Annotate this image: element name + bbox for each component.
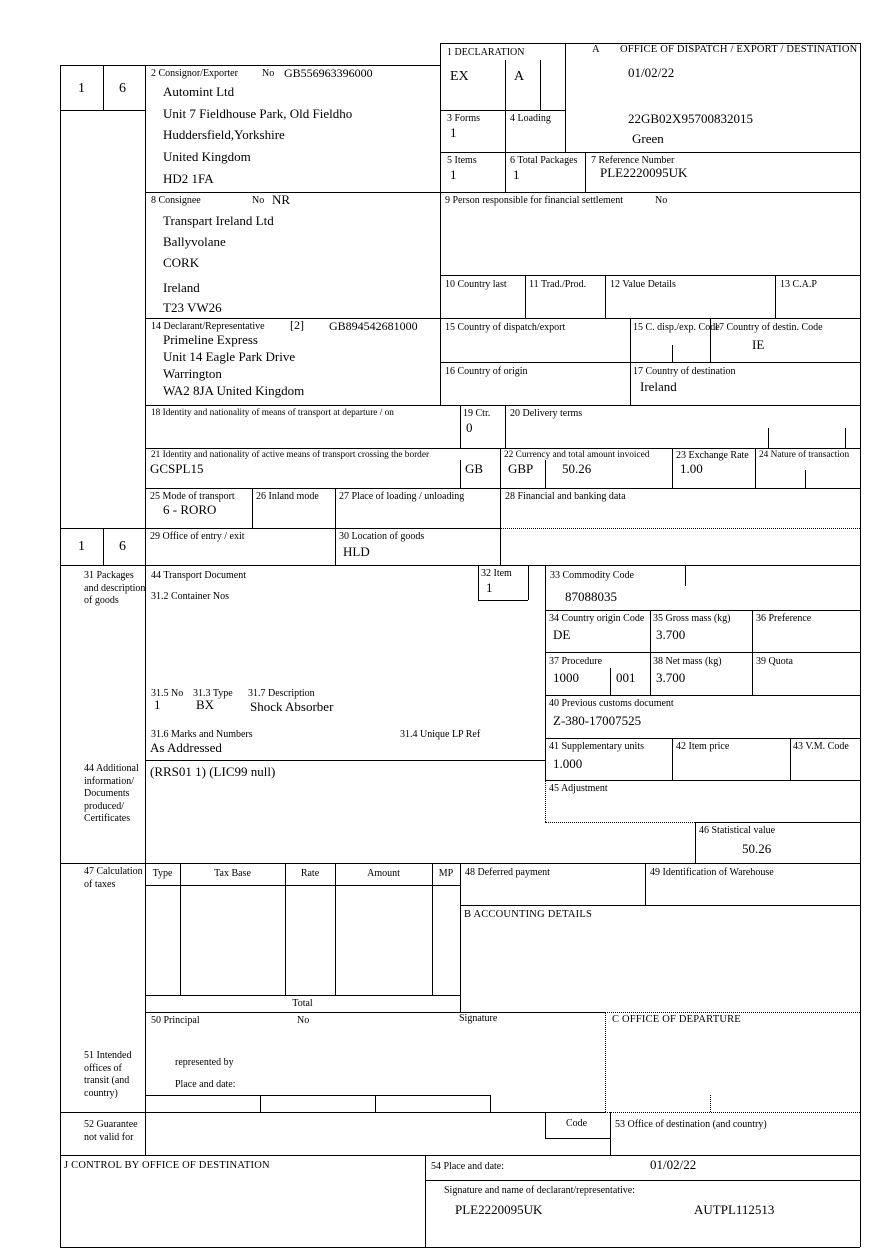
consignor-address-1: Unit 7 Fieldhouse Park, Old Fieldho [163, 106, 353, 121]
box6-label: 6 Total Packages [510, 155, 578, 166]
box52-code-label: Code [566, 1118, 588, 1129]
grid-line [768, 428, 769, 448]
box5-value: 1 [450, 167, 457, 182]
box30-label: 30 Location of goods [339, 531, 425, 542]
grid-line [790, 738, 791, 780]
box20-label: 20 Delivery terms [510, 408, 583, 419]
box6-value: 1 [513, 167, 520, 182]
box33-commodity-code: 87088035 [565, 589, 617, 604]
grid-line [610, 1112, 611, 1155]
grid-line [805, 470, 806, 488]
box36-label: 36 Preference [756, 613, 812, 624]
box15-label: 15 Country of dispatch/export [445, 322, 566, 333]
grid-line-dotted [500, 528, 860, 529]
box37-procedure-code: 1000 [553, 670, 579, 685]
box41-supplementary-units: 1.000 [553, 756, 583, 771]
box23-value: 1.00 [680, 461, 703, 476]
grid-line [585, 152, 586, 192]
grid-line [695, 822, 696, 863]
box9-label: 9 Person responsible for financial settlement [445, 195, 624, 206]
declarant-postcode-country: WA2 8JA United Kingdom [163, 383, 305, 398]
grid-line [145, 448, 860, 449]
grid-line [440, 362, 860, 363]
box17a-label: 17 Country of destin. Code [714, 322, 823, 333]
box38-value: 3.700 [656, 670, 686, 685]
box32-item-number: 1 [486, 580, 493, 595]
box32-label: 32 Item [481, 568, 512, 579]
box50-place-date: Place and date: [175, 1079, 236, 1090]
box21-nationality: GB [465, 461, 484, 476]
grid-line [685, 565, 686, 586]
box54-reference: PLE2220095UK [455, 1202, 543, 1217]
grid-line [490, 1095, 491, 1112]
grid-line [440, 275, 860, 276]
grid-line [145, 405, 860, 406]
box31-2-label: 31.2 Container Nos [151, 591, 230, 602]
box39-label: 39 Quota [756, 656, 793, 667]
grid-line [545, 738, 860, 739]
consignee-country: Ireland [163, 280, 200, 295]
box3-value: 1 [450, 125, 457, 140]
grid-line [545, 1138, 610, 1139]
grid-line [60, 1112, 605, 1113]
consignor-address-2: Huddersfield,Yorkshire [163, 127, 285, 142]
box14-label: 14 Declarant/Representative [151, 321, 265, 332]
grid-line [103, 528, 104, 565]
box1-declaration-type: A [514, 69, 525, 84]
grid-line [145, 995, 460, 996]
grid-line [528, 565, 529, 600]
grid-line [60, 565, 860, 566]
grid-line [672, 738, 673, 780]
box41-label: 41 Supplementary units [549, 741, 644, 752]
box9-no-label: No [655, 195, 668, 206]
grid-line [545, 695, 860, 696]
grid-line-dotted [605, 1012, 606, 1112]
box30-value: HLD [343, 544, 370, 559]
tax-total-label: Total [292, 998, 313, 1009]
box33-label: 33 Commodity Code [550, 570, 634, 581]
copy-number-left: 1 [78, 81, 85, 96]
grid-line [60, 110, 145, 111]
box13-label: 13 C.A.P [780, 279, 817, 290]
box8-no-label: No [252, 195, 265, 206]
box16-label: 16 Country of origin [445, 366, 528, 377]
grid-line [260, 1095, 261, 1112]
box54-date: 01/02/22 [650, 1157, 697, 1172]
grid-line [145, 318, 860, 319]
tax-col-mp: MP [438, 868, 454, 879]
grid-line [545, 1112, 546, 1138]
box-c-label: C OFFICE OF DEPARTURE [612, 1014, 741, 1025]
box8-no-value: NR [272, 192, 291, 207]
box35-value: 3.700 [656, 627, 686, 642]
box7-label: 7 Reference Number [591, 155, 675, 166]
grid-line [145, 760, 545, 761]
grid-line [650, 610, 651, 695]
grid-line [60, 65, 440, 66]
box46-label: 46 Statistical value [699, 825, 776, 836]
box14-eori: GB894542681000 [329, 319, 418, 333]
grid-line-dotted [710, 1095, 711, 1112]
box15a-label: 15 C. disp./exp. Code [633, 322, 720, 333]
grid-line [335, 863, 336, 995]
box37-label: 37 Procedure [549, 656, 603, 667]
box4-label: 4 Loading [510, 113, 551, 124]
box2-eori: GB556963396000 [284, 66, 373, 80]
box31-6-label: 31.6 Marks and Numbers [151, 729, 253, 740]
grid-line [545, 565, 546, 780]
box31-7-label: 31.7 Description [248, 688, 315, 699]
grid-line [145, 192, 860, 193]
grid-line [425, 1180, 860, 1181]
consignee-postcode: T23 VW26 [163, 300, 222, 315]
grid-line [610, 668, 611, 695]
box31-label: 31 Packages and description of goods [84, 570, 146, 606]
grid-line [252, 488, 253, 528]
grid-line [460, 460, 461, 488]
box-a-mrn: 22GB02X95700832015 [628, 111, 753, 126]
box1-declaration-regime: EX [450, 69, 469, 84]
grid-line [645, 863, 646, 905]
grid-line [505, 60, 506, 192]
box42-label: 42 Item price [676, 741, 730, 752]
box-a-letter: A [592, 44, 600, 55]
grid-line [145, 1095, 490, 1096]
grid-line [605, 275, 606, 318]
box29-label: 29 Office of entry / exit [150, 531, 245, 542]
box47-label: 47 Calculation of taxes [84, 866, 143, 890]
grid-line [505, 405, 506, 448]
box10-label: 10 Country last [445, 279, 507, 290]
consignee-address-1: Ballyvolane [163, 234, 226, 249]
box31-5-packages-count: 1 [154, 697, 161, 712]
grid-line [103, 65, 104, 110]
box44-additional-info: (RRS01 1) (LIC99 null) [150, 764, 276, 779]
box17-value: Ireland [640, 379, 677, 394]
grid-line [845, 428, 846, 448]
box27-label: 27 Place of loading / unloading [339, 491, 465, 502]
grid-line [60, 528, 500, 529]
grid-line [375, 1095, 376, 1112]
box22-currency: GBP [508, 461, 534, 476]
consignor-name: Automint Ltd [163, 84, 235, 99]
consignor-postcode: HD2 1FA [163, 171, 214, 186]
tax-col-type: Type [152, 868, 173, 879]
grid-line [500, 448, 501, 565]
grid-line [440, 152, 860, 153]
box44-label: 44 Additional information/ Documents produced/ Certificates [84, 763, 139, 824]
grid-line [335, 488, 336, 565]
grid-line [860, 43, 861, 1247]
box25-value: 6 - RORO [163, 502, 217, 517]
grid-line [145, 885, 460, 886]
box21-label: 21 Identity and nationality of active means of transport crossing the border [151, 450, 430, 460]
box31-3-package-type: BX [196, 697, 215, 712]
box50-signature-label: Signature [459, 1013, 498, 1024]
box11-label: 11 Trad./Prod. [529, 279, 587, 290]
tax-col-rate: Rate [300, 868, 320, 879]
grid-line [672, 345, 673, 362]
consignee-name: Transpart Ireland Ltd [163, 213, 274, 228]
box17a-value: IE [752, 337, 765, 352]
grid-line [630, 318, 631, 405]
consignee-city: CORK [163, 255, 200, 270]
box23-label: 23 Exchange Rate [676, 450, 749, 461]
box24-label: 24 Nature of transaction [759, 450, 850, 460]
box31-7-goods-description: Shock Absorber [250, 699, 334, 714]
grid-line [60, 65, 61, 1247]
grid-line [478, 600, 528, 601]
box18-label: 18 Identity and nationality of means of transport at departure / on [151, 408, 394, 418]
box44t-label: 44 Transport Document [151, 570, 246, 581]
grid-line [440, 110, 565, 111]
box43-label: 43 V.M. Code [793, 741, 849, 752]
grid-line [145, 1012, 605, 1013]
box19-value: 0 [466, 420, 473, 435]
box31-5-label: 31.5 No [151, 688, 184, 699]
box35-label: 35 Gross mass (kg) [653, 613, 731, 624]
grid-line [285, 863, 286, 995]
box-j-label: J CONTROL BY OFFICE OF DESTINATION [64, 1160, 270, 1171]
grid-line [440, 43, 441, 405]
grid-line [525, 275, 526, 318]
box7-reference-number: PLE2220095UK [600, 165, 688, 180]
grid-line-dotted [605, 1112, 860, 1113]
tax-col-amount: Amount [367, 868, 400, 879]
box54-label: 54 Place and date: [431, 1161, 505, 1172]
grid-line [695, 822, 860, 823]
box52-label: 52 Guarantee not valid for [84, 1119, 138, 1143]
grid-line-dotted [545, 780, 546, 822]
box22-label: 22 Currency and total amount invoiced [504, 450, 650, 460]
box37-procedure-code-2: 001 [616, 670, 636, 685]
box51-label: 51 Intended offices of transit (and country) [84, 1050, 132, 1099]
declarant-address-1: Unit 14 Eagle Park Drive [163, 349, 296, 364]
grid-line [432, 863, 433, 995]
box34-value: DE [553, 627, 571, 642]
box21-transport-id: GCSPL15 [150, 461, 204, 476]
box31-6-marks: As Addressed [150, 740, 222, 755]
box26-label: 26 Inland mode [256, 491, 319, 502]
grid-line [145, 65, 146, 1155]
box53-label: 53 Office of destination (and country) [615, 1119, 767, 1130]
box1-label: 1 DECLARATION [447, 47, 525, 58]
grid-line [540, 60, 541, 110]
copy-number-right: 6 [119, 81, 126, 96]
box5-label: 5 Items [447, 155, 477, 166]
box8-label: 8 Consignee [151, 195, 201, 206]
box34-label: 34 Country origin Code [549, 613, 645, 624]
box31-3-label: 31.3 Type [193, 688, 233, 699]
grid-line [478, 565, 479, 600]
box45-label: 45 Adjustment [549, 783, 608, 794]
box3-label: 3 Forms [447, 113, 481, 124]
consignor-country: United Kingdom [163, 149, 251, 164]
box54-declarant-code: AUTPL112513 [694, 1202, 775, 1217]
grid-line [460, 863, 461, 1012]
box25-label: 25 Mode of transport [150, 491, 235, 502]
grid-line-dotted [545, 822, 695, 823]
grid-line [425, 1155, 426, 1247]
box49-label: 49 Identification of Warehouse [650, 867, 774, 878]
grid-line-dotted [605, 1012, 860, 1013]
copy-number-left-2: 1 [78, 539, 85, 554]
grid-line [672, 448, 673, 488]
box-a-date: 01/02/22 [628, 65, 675, 80]
grid-line [565, 43, 566, 152]
grid-line [775, 275, 776, 318]
grid-line [545, 610, 860, 611]
box-a-routing: Green [632, 131, 664, 146]
box48-label: 48 Deferred payment [465, 867, 550, 878]
box2-no-label: No [262, 68, 275, 79]
grid-line [180, 863, 181, 995]
box38-label: 38 Net mass (kg) [653, 656, 722, 667]
grid-line [60, 1247, 860, 1248]
box22-amount: 50.26 [562, 461, 592, 476]
box50-no-label: No [297, 1015, 310, 1026]
box28-label: 28 Financial and banking data [505, 491, 626, 502]
box2-label: 2 Consignor/Exporter [151, 68, 238, 79]
box40-label: 40 Previous customs document [549, 698, 674, 709]
box-a-title: OFFICE OF DISPATCH / EXPORT / DESTINATION [620, 44, 858, 55]
box-b-label: B ACCOUNTING DETAILS [464, 909, 592, 920]
tax-col-tax-base: Tax Base [214, 868, 251, 879]
declarant-city: Warrington [163, 366, 222, 381]
box54-signature-label: Signature and name of declarant/representative: [444, 1185, 636, 1196]
grid-line [460, 405, 461, 448]
grid-line [460, 905, 860, 906]
box50-represented-by: represented by [175, 1057, 234, 1068]
box12-label: 12 Value Details [610, 279, 676, 290]
grid-line [755, 448, 756, 488]
box46-statistical-value: 50.26 [742, 841, 772, 856]
grid-line [752, 610, 753, 695]
box31-4-label: 31.4 Unique LP Ref [400, 729, 481, 740]
grid-line [545, 460, 546, 488]
grid-line [545, 652, 860, 653]
box40-previous-document: Z-380-17007525 [553, 713, 642, 728]
box19-label: 19 Ctr. [463, 408, 491, 419]
box14-code: [2] [290, 318, 304, 332]
copy-number-right-2: 6 [119, 539, 126, 554]
box50-label: 50 Principal [151, 1015, 200, 1026]
grid-line [545, 780, 860, 781]
grid-line [60, 1155, 860, 1156]
box17-label: 17 Country of destination [633, 366, 736, 377]
declarant-name: Primeline Express [163, 332, 258, 347]
